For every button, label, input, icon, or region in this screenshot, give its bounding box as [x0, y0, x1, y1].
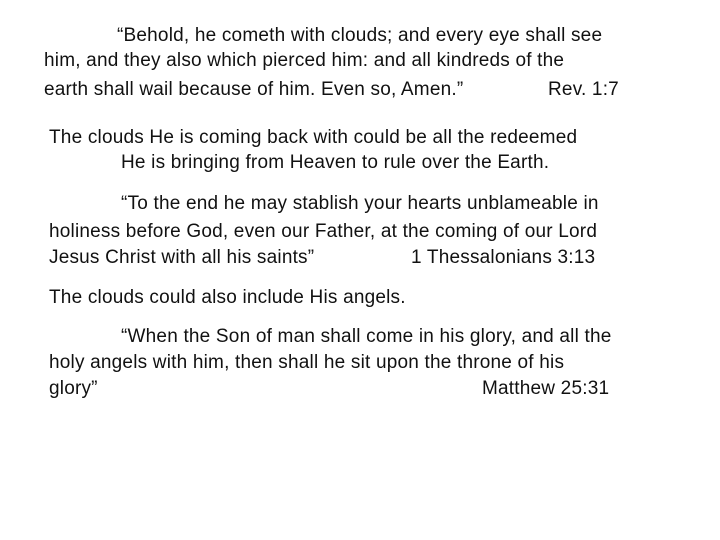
- passage-line: “When the Son of man shall come in his glory, and all the: [121, 326, 612, 347]
- passage-line: Jesus Christ with all his saints”: [49, 247, 315, 268]
- passage-line: “Behold, he cometh with clouds; and every eye shall see: [117, 25, 603, 46]
- scripture-reference: Matthew 25:31: [482, 378, 610, 399]
- scripture-reference: Rev. 1:7: [548, 79, 619, 100]
- scripture-reference: 1 Thessalonians 3:13: [411, 247, 596, 268]
- commentary-line: The clouds could also include His angels.: [49, 287, 406, 308]
- commentary-line: He is bringing from Heaven to rule over the Earth.: [121, 152, 550, 173]
- passage-line: holy angels with him, then shall he sit upon the throne of his: [49, 352, 565, 373]
- passage-line: “To the end he may stablish your hearts unblameable in: [121, 193, 599, 214]
- passage-line: earth shall wail because of him. Even so, Amen.”: [44, 79, 464, 100]
- passage-line: him, and they also which pierced him: and all kindreds of the: [44, 50, 565, 71]
- passage-line: glory”: [49, 378, 98, 399]
- passage-line: holiness before God, even our Father, at the coming of our Lord: [49, 221, 598, 242]
- commentary-line: The clouds He is coming back with could be all the redeemed: [49, 127, 578, 148]
